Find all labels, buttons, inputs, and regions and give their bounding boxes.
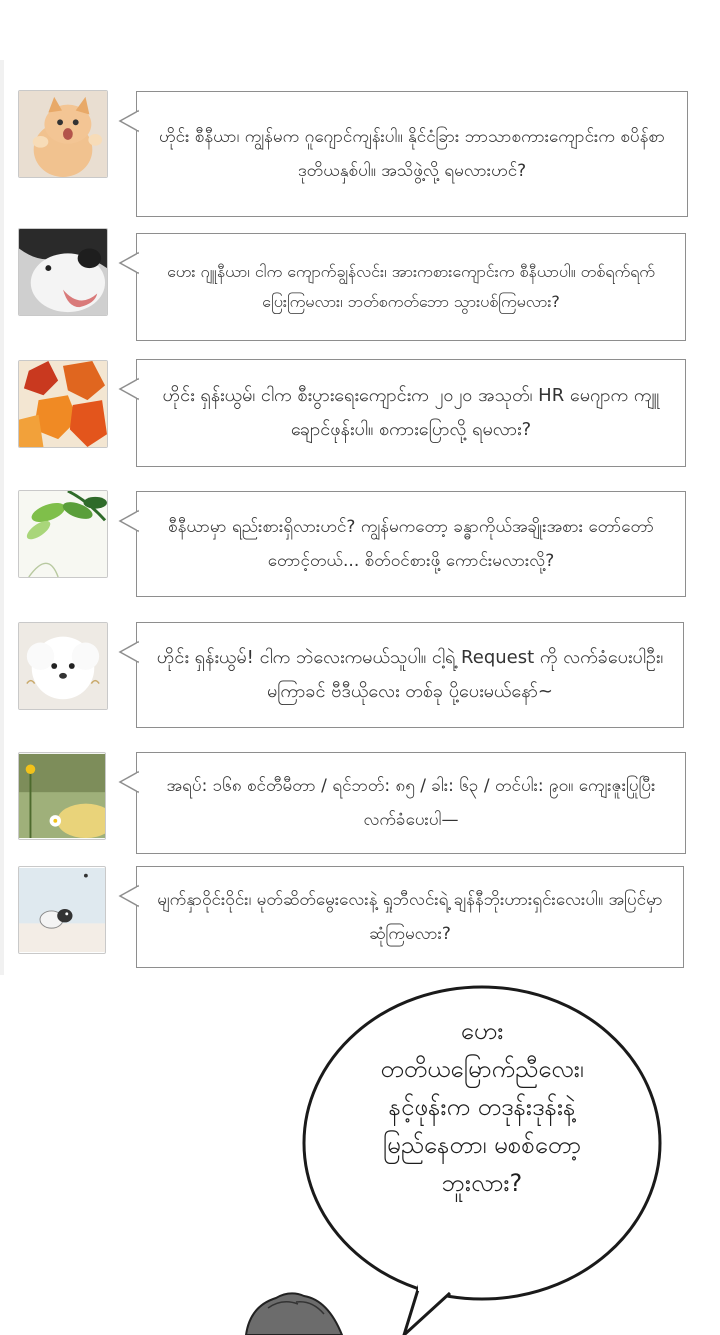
message-text: အရပ်: ၁၆၈ စင်တီမီတာ / ရင်ဘတ်: ၈၅ / ခါး: ၆၃ / တင်ပါး: ၉၀။ ကျေးဇူးပြုပြီး လက်ခံပေးပါ— [166,776,656,830]
speech-line: ဘူးလား? [441,1169,523,1197]
flower-avatar[interactable] [18,752,106,840]
bubble-tail [119,110,139,132]
penguin-avatar[interactable] [18,866,106,954]
speech-text [330,1012,634,1202]
message-text: စီနီယာမှာ ရည်းစားရှိလားဟင်? ကျွန်မကတော့ ခန္ဓာကိုယ်အချိုးအစား တော်တော်တောင့်တယ်... စိတ်ဝင်စားဖို့ ကောင်းမလားလို့? [168,517,654,571]
leaves-avatar[interactable] [18,490,108,578]
speech-line: ဟေး [460,1017,504,1045]
speech-line: နင့်ဖုန်းက တဒုန်းဒုန်းနဲ့ [388,1093,576,1121]
message-bubble [136,91,688,217]
message-text: ဟိုင်း ရှန်းယွမ်! ငါက ဘဲလေးကမယ်သူပါ။ ငါ့ရဲ့ Request ကို လက်ခံပေးပါဦး၊ မကြာခင် ဗီဒီယိုလေး တစ်ခု ပို့ပေးမယ်နော်~ [156,647,664,702]
bubble-tail [119,885,139,907]
bubble-tail [119,771,139,793]
dog-avatar[interactable] [18,228,108,316]
message-text: မျက်နှာဝိုင်းဝိုင်း၊ မုတ်ဆိတ်မွေးလေးနဲ့ ရှုဘီလင်းရဲ့ ချန်နီဘိုးဟားရှင်းလေးပါ။ အပြင်မှာ ဆုံကြမလား? [157,890,663,944]
autumn-leaves-avatar[interactable] [18,360,108,448]
message-bubble [136,491,686,597]
character-head [238,1288,348,1335]
message-text: ဟေး ဂျူနီယာ၊ ငါက ကျောက်ချွန်လင်း၊ အားကစားကျောင်းက စီနီယာပါ။ တစ်ရက်ရက် ပြေးကြမလား၊ ဘတ်စကတ်ဘော သွားပစ်ကြမလား? [167,262,655,311]
white-puppy-avatar[interactable] [18,622,108,710]
message-bubble [136,622,684,728]
speech-line: တတိယမြောက်ညီလေး၊ [380,1055,584,1083]
bubble-tail [119,641,139,663]
message-bubble [136,866,684,968]
bubble-tail [119,252,139,274]
kitten-avatar[interactable] [18,90,108,178]
message-text: ဟိုင်း စီနီယာ၊ ကျွန်မက ဂူဂျောင်ကျန်းပါ။ နိုင်ငံခြား ဘာသာစကားကျောင်းက စပိန်စာ ဒုတိယနှစ်ပါ။ အသိဖွဲ့လို့ ရမလားဟင်? [159,127,665,181]
message-bubble [136,752,686,854]
message-bubble [136,359,686,467]
bubble-tail [119,378,139,400]
speech-line: မြည်နေတာ၊ မစစ်တော့ [382,1131,582,1159]
panel-edge [0,60,4,975]
bubble-tail [119,510,139,532]
message-text: ဟိုင်း ရှန်းယွမ်၊ ငါက စီးပွားရေးကျောင်းက ၂၀၂၀ အသုတ်၊ HR မေဂျာက ကျူချောင်ဖုန်းပါ။ စကားပြောလို့ ရမလား? [162,385,660,440]
message-bubble [136,233,686,341]
